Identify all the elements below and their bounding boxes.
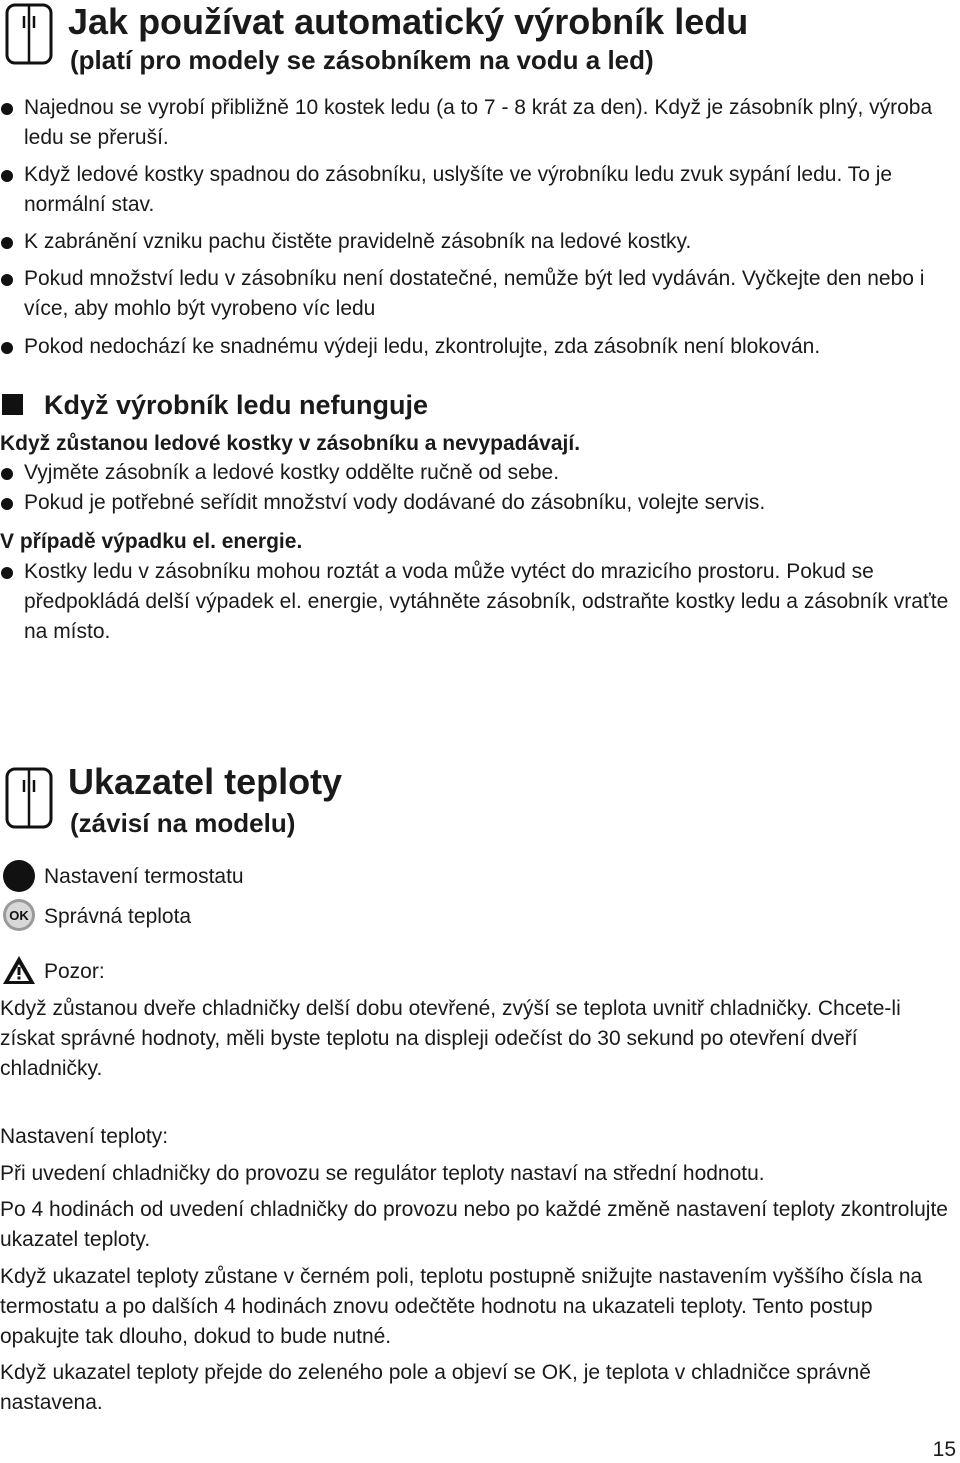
bullet-icon <box>1 170 13 182</box>
case-heading: Když zůstanou ledové kostky v zásobníku a nevypadávají. <box>0 432 581 455</box>
legend-correct-label: Správná teplota <box>44 905 192 928</box>
list-item: Pokud je potřebné seřídit množství vody dodávané do zásobníku, volejte servis. <box>0 488 958 518</box>
list-item: Vyjměte zásobník a ledové kostky oddělte ručně od sebe. <box>0 458 958 488</box>
paragraph: Když ukazatel teploty přejde do zeleného pole a objeví se OK, je teplota v chladničce správně nastavena. <box>0 1361 871 1414</box>
legend-setting-label: Nastavení termostatu <box>44 865 244 888</box>
temp-indicator-subtitle: (závisí na modelu) <box>70 808 296 838</box>
section-marker-icon <box>2 394 23 415</box>
bullet-icon <box>1 468 13 480</box>
paragraph: Po 4 hodinách od uvedení chladničky do provozu nebo po každé změně nastavení teploty zkontrolujte ukazatel teploty. <box>0 1198 948 1251</box>
warning-text: Když zůstanou dveře chladničky delší dobu otevřené, zvýší se teplota uvnitř chladničky. Chcete-li získat správné hodnoty, měli byste teplotu na displeji odečíst do 30 sekund po otevření dveří chladničky. <box>0 997 901 1080</box>
list-item: Najednou se vyrobí přibližně 10 kostek ledu (a to 7 - 8 krát za den). Když je zásobník plný, výroba ledu se přeruší. <box>0 93 958 153</box>
ice-maker-subtitle: (platí pro modely se zásobníkem na vodu a led) <box>70 45 654 75</box>
fridge-icon <box>4 2 54 66</box>
warning-label: Pozor: <box>44 960 105 983</box>
thermostat-setting-icon <box>2 859 36 893</box>
bullet-icon <box>1 498 13 510</box>
case-heading: V případě výpadku el. energie. <box>0 530 303 553</box>
paragraph: Při uvedení chladničky do provozu se regulátor teploty nastaví na střední hodnotu. <box>0 1162 765 1185</box>
fridge-icon <box>4 766 54 830</box>
list-item: K zabránění vzniku pachu čistěte pravidelně zásobník na ledové kostky. <box>0 227 958 257</box>
ok-symbol: OK <box>9 908 29 923</box>
list-item: Pokud množství ledu v zásobníku není dostatečné, nemůže být led vydáván. Vyčkejte den nebo i více, aby mohlo být vyrobeno víc ledu <box>0 264 958 324</box>
setting-heading: Nastavení teploty: <box>0 1125 169 1148</box>
list-item: Kostky ledu v zásobníku mohou roztát a voda může vytéct do mrazicího prostoru. Pokud se předpokládá delší výpadek el. energie, vytáhněte zásobník, odstraňte kostky ledu a zásobník vraťte na místo. <box>0 557 958 647</box>
bullet-icon <box>1 103 13 115</box>
troubleshoot-title: Když výrobník ledu nefunguje <box>44 390 429 420</box>
paragraph: Když ukazatel teploty zůstane v černém poli, teplotu postupně snižujte nastavením vyššího čísla na termostatu a po dalších 4 hodinách znovu odečtěte hodnotu na ukazateli teploty. Tento postup opakujte tak dlouho, dokud to bude nutné. <box>0 1265 923 1348</box>
bullet-icon <box>1 342 13 354</box>
list-item: Když ledové kostky spadnou do zásobníku, uslyšíte ve výrobníku ledu zvuk sypání ledu. To je normální stav. <box>0 160 958 220</box>
bullet-icon <box>1 237 13 249</box>
ice-maker-title: Jak používat automatický výrobník ledu <box>68 1 749 42</box>
list-item: Pokod nedochází ke snadnému výdeji ledu, zkontrolujte, zda zásobník není blokován. <box>0 332 958 362</box>
page-number: 15 <box>932 1438 956 1461</box>
warning-icon <box>2 954 36 986</box>
ok-indicator-icon <box>2 898 36 932</box>
bullet-icon <box>1 274 13 286</box>
temp-indicator-title: Ukazatel teploty <box>68 761 343 802</box>
bullet-icon <box>1 567 13 579</box>
